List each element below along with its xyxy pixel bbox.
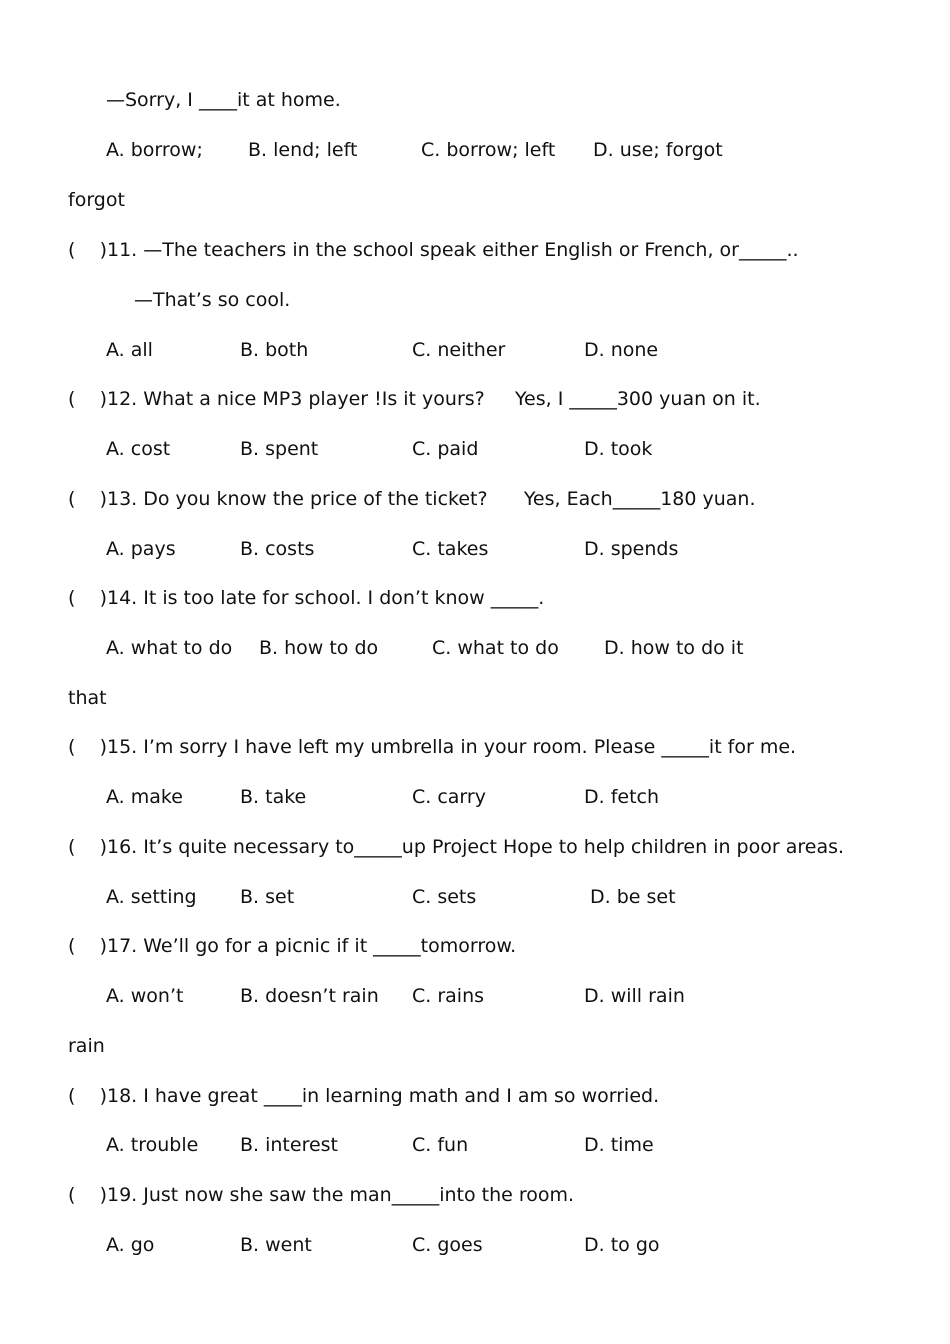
- option-c: C. paid: [412, 438, 479, 460]
- option-d: D. fetch: [584, 786, 660, 808]
- option-c: C. goes: [412, 1234, 483, 1256]
- option-d: D. be set: [590, 886, 676, 908]
- option-a: A. go: [106, 1234, 155, 1256]
- option-d: D. took: [584, 438, 653, 460]
- option-d: D. use; forgot: [593, 139, 723, 161]
- option-c: C. what to do: [432, 637, 559, 659]
- question-text: —Sorry, I ____it at home.: [106, 89, 341, 111]
- option-a: A. trouble: [106, 1134, 199, 1156]
- option-c: C. takes: [412, 538, 489, 560]
- option-b: B. set: [240, 886, 295, 908]
- option-c: C. neither: [412, 339, 506, 361]
- question-15: ( )15. I’m sorry I have left my umbrella in your room. Please _____it for me.: [68, 736, 797, 758]
- option-a: A. make: [106, 786, 183, 808]
- option-b: B. went: [240, 1234, 312, 1256]
- option-a: A. all: [106, 339, 153, 361]
- option-d: D. to go: [584, 1234, 660, 1256]
- option-b: B. take: [240, 786, 307, 808]
- wrapped-text: that: [68, 687, 107, 709]
- option-c: C. sets: [412, 886, 477, 908]
- option-d: D. will rain: [584, 985, 685, 1007]
- option-b: B. doesn’t rain: [240, 985, 379, 1007]
- question-11: ( )11. —The teachers in the school speak either English or French, or_____..: [68, 239, 799, 261]
- option-a: A. won’t: [106, 985, 184, 1007]
- option-b: B. interest: [240, 1134, 339, 1156]
- question-13: ( )13. Do you know the price of the ticket? Yes, Each_____180 yuan.: [68, 488, 756, 510]
- question-16: ( )16. It’s quite necessary to_____up Project Hope to help children in poor areas.: [68, 836, 845, 858]
- wrapped-text: forgot: [68, 189, 125, 211]
- option-b: B. both: [240, 339, 309, 361]
- option-d: D. none: [584, 339, 659, 361]
- option-b: B. lend; left: [248, 139, 358, 161]
- question-18: ( )18. I have great ____in learning math and I am so worried.: [68, 1085, 660, 1107]
- option-d: D. time: [584, 1134, 654, 1156]
- option-c: C. carry: [412, 786, 486, 808]
- wrapped-text: rain: [68, 1035, 105, 1057]
- question-17: ( )17. We’ll go for a picnic if it _____tomorrow.: [68, 935, 517, 957]
- option-a: A. borrow;: [106, 139, 203, 161]
- option-d: D. how to do it: [604, 637, 744, 659]
- question-14: ( )14. It is too late for school. I don’t know _____.: [68, 587, 545, 609]
- option-a: A. cost: [106, 438, 171, 460]
- question-12: ( )12. What a nice MP3 player !Is it yours? Yes, I _____300 yuan on it.: [68, 388, 761, 410]
- option-b: B. costs: [240, 538, 315, 560]
- option-b: B. how to do: [259, 637, 379, 659]
- option-a: A. pays: [106, 538, 176, 560]
- option-c: C. rains: [412, 985, 485, 1007]
- option-c: C. fun: [412, 1134, 469, 1156]
- option-d: D. spends: [584, 538, 679, 560]
- option-a: A. what to do: [106, 637, 233, 659]
- option-a: A. setting: [106, 886, 197, 908]
- option-c: C. borrow; left: [421, 139, 556, 161]
- option-b: B. spent: [240, 438, 319, 460]
- dialogue-reply: —That’s so cool.: [134, 289, 291, 311]
- question-19: ( )19. Just now she saw the man_____into the room.: [68, 1184, 575, 1206]
